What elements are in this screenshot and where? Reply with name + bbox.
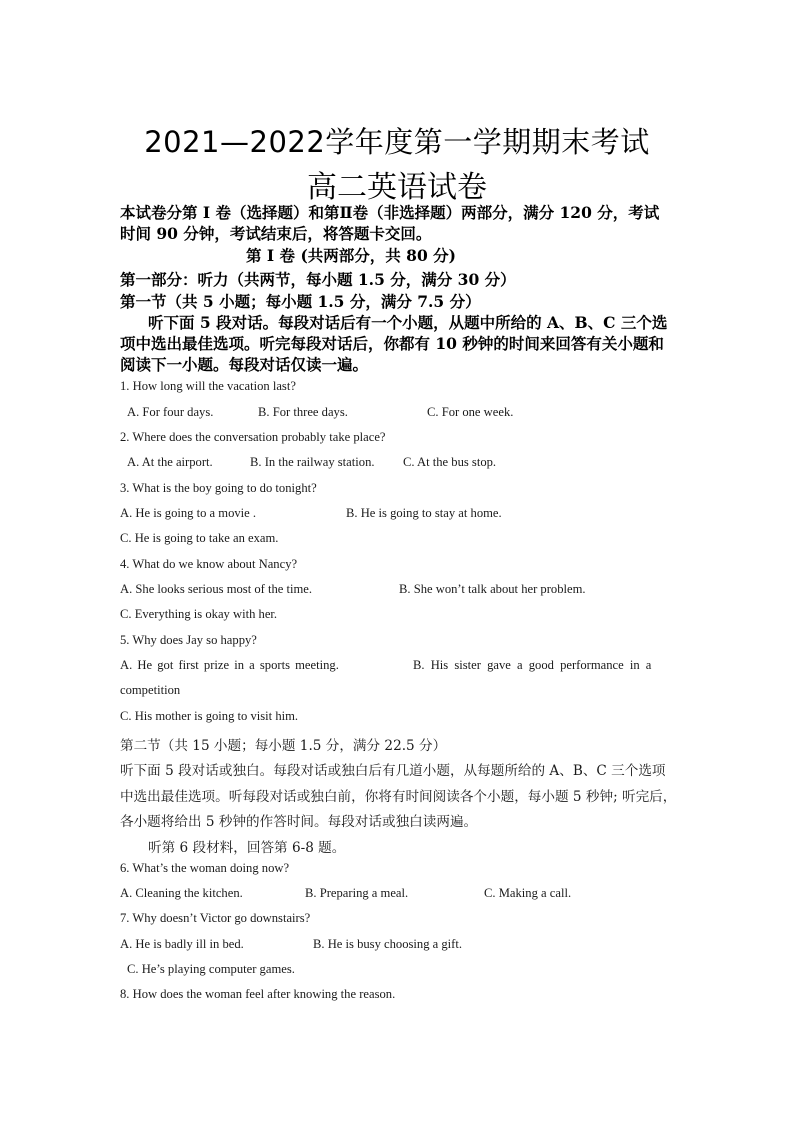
page-subtitle: 高二英语试卷 [307, 170, 487, 205]
q2-option-c: C. At the bus stop. [403, 455, 497, 469]
question-7: 7. Why doesn’t Victor go downstairs? [120, 911, 311, 925]
question-3: 3. What is the boy going to do tonight? [120, 481, 317, 495]
q6-option-b: B. Preparing a meal. [305, 886, 409, 900]
page-title: 2021—2022学年度第一学期期末考试 [144, 125, 650, 159]
q2-option-a: A. At the airport. [127, 455, 213, 469]
q5-option-b: B. His sister gave a good performance in a [413, 658, 652, 672]
q4-option-b: B. She won’t talk about her problem. [399, 582, 586, 596]
q6-option-a: A. Cleaning the kitchen. [120, 886, 243, 900]
q3-option-c: C. He is going to take an exam. [120, 531, 279, 545]
section2-directions-3: 各小题将给出 5 秒钟的作答时间。每段对话或独白读两遍。 [120, 814, 478, 830]
directions-line-1: 听下面 5 段对话。每段对话后有一个小题，从题中所给的 A、B、C 三个选 [148, 313, 668, 332]
section1-heading: 第一节（共 5 小题；每小题 1.5 分，满分 7.5 分） [120, 292, 481, 311]
q7-option-c: C. He’s playing computer games. [127, 962, 295, 976]
directions-line-2: 项中选出最佳选项。听完每段对话后，你都有 10 秒钟的时间来回答有关小题和 [120, 334, 664, 353]
q4-option-c: C. Everything is okay with her. [120, 607, 278, 621]
directions-line-3: 阅读下一小题。每段对话仅读一遍。 [120, 355, 369, 374]
question-2: 2. Where does the conversation probably take place? [120, 430, 386, 444]
part1-heading: 第一部分：听力（共两节，每小题 1.5 分，满分 30 分） [120, 270, 516, 289]
q3-option-b: B. He is going to stay at home. [346, 506, 502, 520]
q2-option-b: B. In the railway station. [250, 455, 375, 469]
section2-directions-1: 听下面 5 段对话或独白。每段对话或独白后有几道小题，从每题所给的 A、B、C 三个选项 [120, 763, 666, 779]
question-6: 6. What’s the woman doing now? [120, 861, 290, 875]
section2-heading: 第二节（共 15 小题；每小题 1.5 分，满分 22.5 分） [120, 738, 447, 754]
q7-option-a: A. He is badly ill in bed. [120, 937, 244, 951]
q1-option-c: C. For one week. [427, 405, 514, 419]
q4-option-a: A. She looks serious most of the time. [120, 582, 313, 596]
section2-directions-2: 中选出最佳选项。听每段对话或独白前，你将有时间阅读各个小题，每小题 5 秒钟; 听完后， [120, 789, 677, 805]
q1-option-a: A. For four days. [127, 405, 214, 419]
q3-option-a: A. He is going to a movie . [120, 506, 257, 520]
question-5: 5. Why does Jay so happy? [120, 633, 257, 647]
q6-option-c: C. Making a call. [484, 886, 572, 900]
q5-option-c: C. His mother is going to visit him. [120, 709, 299, 723]
q1-option-b: B. For three days. [258, 405, 348, 419]
q5-option-b-cont: competition [120, 683, 181, 697]
intro-line-1: 本试卷分第 I 卷（选择题）和第Ⅱ卷（非选择题）两部分，满分 120 分，考试 [120, 203, 660, 222]
question-8: 8. How does the woman feel after knowing the reason. [120, 987, 396, 1001]
material-note: 听第 6 段材料，回答第 6-8 题。 [148, 840, 346, 856]
q5-option-a: A. He got first prize in a sports meeting. [120, 658, 339, 672]
volume-heading: 第 I 卷 (共两部分，共 80 分) [246, 246, 456, 265]
question-4: 4. What do we know about Nancy? [120, 557, 298, 571]
intro-line-2: 时间 90 分钟，考试结束后，将答题卡交回。 [120, 224, 432, 243]
question-1: 1. How long will the vacation last? [120, 379, 296, 393]
q7-option-b: B. He is busy choosing a gift. [313, 937, 463, 951]
